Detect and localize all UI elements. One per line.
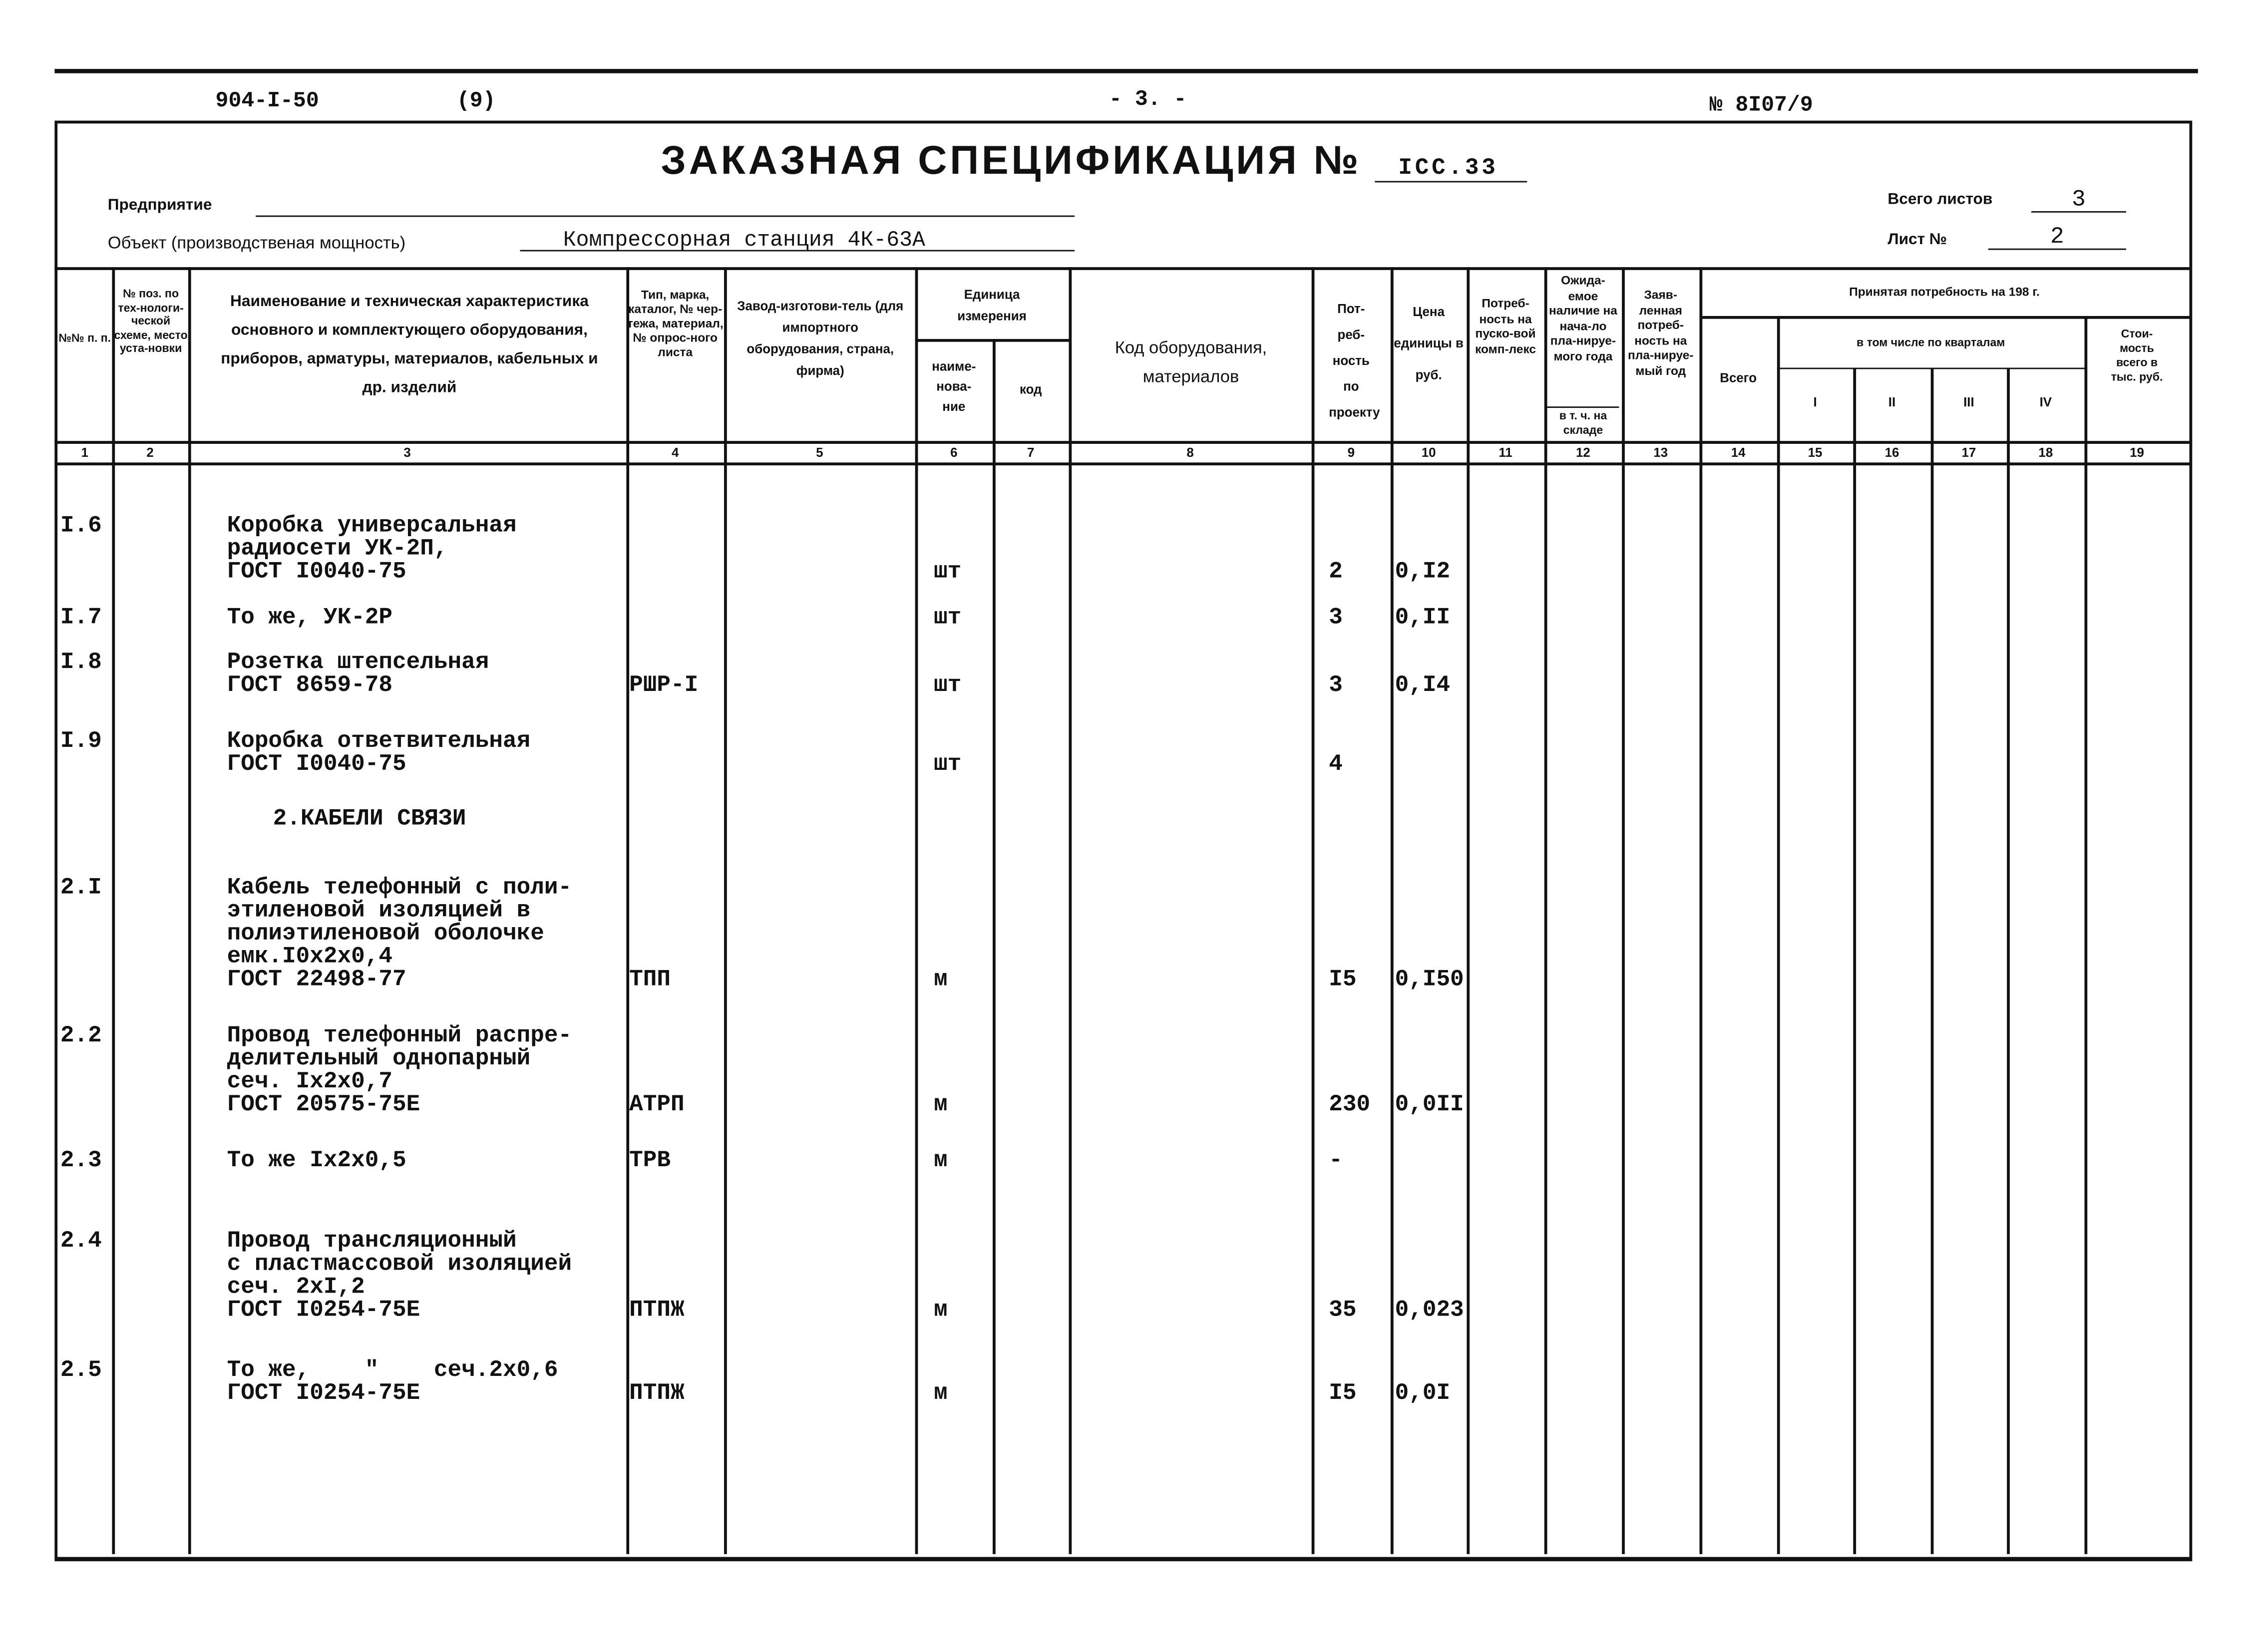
item-name: Кабель телефонный с поли- этиленовой изоляцией в полиэтиленовой оболочке емк.I0х2х0,4 ГОСТ 22498-77 <box>227 875 572 993</box>
col-header-18: IV <box>2039 395 2052 409</box>
column-line <box>1699 267 1701 1554</box>
column-line <box>1391 267 1393 1554</box>
item-quantity: 2 <box>1329 559 1343 585</box>
enterprise-label: Предприятие <box>107 197 212 214</box>
item-unit: шт <box>934 751 962 777</box>
column-line <box>1931 368 1933 1554</box>
item-type: ТПП <box>629 967 671 993</box>
col-header-13: Заяв-ленная потреб-ность на пла-нируе-мый год <box>1628 287 1694 377</box>
row-number: I.7 <box>60 605 102 631</box>
column-line <box>2007 368 2009 1554</box>
column-number: 18 <box>2038 445 2053 460</box>
item-name: Розетка штепсельная ГОСТ 8659-78 <box>227 649 489 698</box>
sheet-mark: (9) <box>456 89 496 114</box>
page-number: - 3. - <box>1109 87 1187 112</box>
item-quantity: 3 <box>1329 672 1343 698</box>
column-line <box>1069 267 1071 1554</box>
numbers-bottom-rule <box>54 462 2189 465</box>
stock-rule <box>1547 406 1619 408</box>
document-number: № 8I07/9 <box>1709 93 1813 118</box>
table-top-rule <box>54 267 2189 270</box>
col-header-7: код <box>1019 382 1042 397</box>
column-line <box>2085 316 2087 1554</box>
col-header-4: Тип, марка, каталог, № чер-тежа, материал, № опрос-ного листа <box>627 287 724 359</box>
item-price: 0,0II <box>1395 1091 1464 1118</box>
col-header-9: Пот-реб-ность по проекту <box>1329 302 1380 420</box>
item-price: 0,I4 <box>1395 672 1451 698</box>
item-quantity: 35 <box>1329 1297 1357 1323</box>
item-price: 0,II <box>1395 605 1451 631</box>
enterprise-field <box>256 216 1075 217</box>
item-name: Провод телефонный распре- делительный однопарный сеч. Iх2х0,7 ГОСТ 20575-75Е <box>227 1022 572 1118</box>
column-number: 7 <box>1027 445 1035 460</box>
item-type: ПТПЖ <box>629 1380 685 1406</box>
item-unit: м <box>934 1297 948 1323</box>
item-price: 0,I50 <box>1395 967 1464 993</box>
sheets-total: 3 <box>2031 188 2126 213</box>
row-number: I.9 <box>60 728 102 754</box>
item-quantity: I5 <box>1329 1380 1357 1406</box>
item-unit: м <box>934 1147 948 1174</box>
item-name: То же, УК-2Р <box>227 605 393 631</box>
accepted-rule <box>1699 316 2189 318</box>
column-number: 11 <box>1498 445 1512 460</box>
row-number: 2.4 <box>60 1228 102 1254</box>
object-field <box>520 227 1075 252</box>
row-number: 2.5 <box>60 1357 102 1383</box>
quarters-header: в том числе по кварталам <box>1857 336 2005 349</box>
item-type: ТРВ <box>629 1147 671 1174</box>
column-line <box>1544 267 1546 1554</box>
row-number: 2.2 <box>60 1022 102 1049</box>
top-rule <box>54 69 2198 73</box>
item-quantity: 4 <box>1329 751 1343 777</box>
item-type: РШР-I <box>629 672 699 698</box>
row-number: 2.I <box>60 875 102 901</box>
item-price: 0,I2 <box>1395 559 1451 585</box>
col-header-1: №№ п. п. <box>58 331 111 345</box>
column-line <box>1312 267 1314 1554</box>
item-unit: м <box>934 1091 948 1118</box>
accepted-header: Принятая потребность на 198 г. <box>1849 284 2040 299</box>
unit-rule <box>915 339 1069 341</box>
item-price: 0,0I <box>1395 1380 1451 1406</box>
item-name: Провод трансляционный с пластмассовой изоляцией сеч. 2хI,2 ГОСТ I0254-75Е <box>227 1228 572 1323</box>
column-line <box>1622 267 1624 1554</box>
item-name: Коробка ответвительная ГОСТ I0040-75 <box>227 728 531 777</box>
item-unit: м <box>934 967 948 993</box>
col-header-2: № поз. по тех-нологи-ческой схеме, место уста-новки <box>114 287 188 355</box>
page-title <box>661 138 1527 184</box>
row-number: 2.3 <box>60 1147 102 1174</box>
item-quantity: I5 <box>1329 967 1357 993</box>
column-line <box>1853 368 1855 1554</box>
col-header-14: Всего <box>1720 370 1757 385</box>
column-line <box>626 267 628 1554</box>
item-quantity: 230 <box>1329 1091 1371 1118</box>
col-header-8: Код оборудования, материалов <box>1115 337 1267 386</box>
col-header-12b: в т. ч. на складе <box>1559 409 1607 437</box>
row-number: I.6 <box>60 513 102 539</box>
col-header-5: Завод-изготови-тель (для импортного оборудования, страна, фирма) <box>737 299 904 378</box>
col-header-11: Потреб-ность на пуско-вой комп-лекс <box>1475 296 1536 356</box>
item-unit: шт <box>934 672 962 698</box>
col-header-unit: Единица измерения <box>957 287 1027 324</box>
column-number: 12 <box>1576 445 1590 460</box>
col-header-19: Стои-мость всего в тыс. руб. <box>2111 327 2163 384</box>
object-value: Компрессорная станция 4К-63А <box>563 228 925 253</box>
column-number: 6 <box>950 445 958 460</box>
col-header-15: I <box>1813 395 1817 409</box>
column-number: 3 <box>403 445 411 460</box>
sheet-number: 2 <box>1988 226 2126 250</box>
column-number: 8 <box>1186 445 1194 460</box>
column-number: 19 <box>2130 445 2144 460</box>
spec-number: ICC.33 <box>1375 155 1527 183</box>
item-name: 2.КАБЕЛИ СВЯЗИ <box>273 805 466 832</box>
col-header-6: наиме-нова-ние <box>932 359 976 414</box>
column-number: 10 <box>1421 445 1436 460</box>
column-number: 9 <box>1347 445 1355 460</box>
col-header-10: Цена единицы в руб. <box>1394 304 1464 382</box>
column-number: 15 <box>1808 445 1823 460</box>
column-line <box>188 267 190 1554</box>
sheets-total-label: Всего листов <box>1887 191 1993 209</box>
column-number: 1 <box>81 445 88 460</box>
item-price: 0,023 <box>1395 1297 1464 1323</box>
item-quantity: 3 <box>1329 605 1343 631</box>
column-line <box>1467 267 1469 1554</box>
sheet-label: Лист № <box>1887 231 1947 249</box>
item-unit: шт <box>934 605 962 631</box>
item-name: То же Iх2х0,5 <box>227 1147 406 1174</box>
item-unit: м <box>934 1380 948 1406</box>
item-type: АТРП <box>629 1091 685 1118</box>
item-type: ПТПЖ <box>629 1297 685 1323</box>
item-quantity: - <box>1329 1147 1343 1174</box>
column-number: 4 <box>671 445 679 460</box>
item-name: То же, " сеч.2х0,6 ГОСТ I0254-75Е <box>227 1357 558 1406</box>
column-line <box>915 267 917 1554</box>
column-line <box>112 267 114 1554</box>
column-number: 2 <box>146 445 154 460</box>
col-header-17: III <box>1963 395 1974 409</box>
row-number: I.8 <box>60 649 102 675</box>
column-line <box>993 339 995 1554</box>
header-bottom-rule <box>54 441 2189 444</box>
title-text: ЗАКАЗНАЯ СПЕЦИФИКАЦИЯ № <box>661 138 1362 183</box>
object-label: Объект (производственая мощность) <box>107 233 406 253</box>
col-header-3: Наименование и техническая характеристика основного и комплектующего оборудования, приборов, арматуры, материалов, кабельных и др. изделий <box>221 293 598 397</box>
column-line <box>1777 316 1779 1554</box>
column-number: 5 <box>816 445 823 460</box>
column-number: 13 <box>1653 445 1668 460</box>
column-number: 17 <box>1961 445 1976 460</box>
item-name: Коробка универсальная радиосети УК-2П, ГОСТ I0040-75 <box>227 513 517 585</box>
column-number: 16 <box>1884 445 1899 460</box>
item-unit: шт <box>934 559 962 585</box>
col-header-16: II <box>1888 395 1896 409</box>
column-number: 14 <box>1731 445 1746 460</box>
project-code: 904-I-50 <box>215 89 319 114</box>
column-line <box>724 267 726 1554</box>
col-header-12: Ожида-емое наличие на нача-ло пла-нируе-мого года <box>1548 273 1617 363</box>
